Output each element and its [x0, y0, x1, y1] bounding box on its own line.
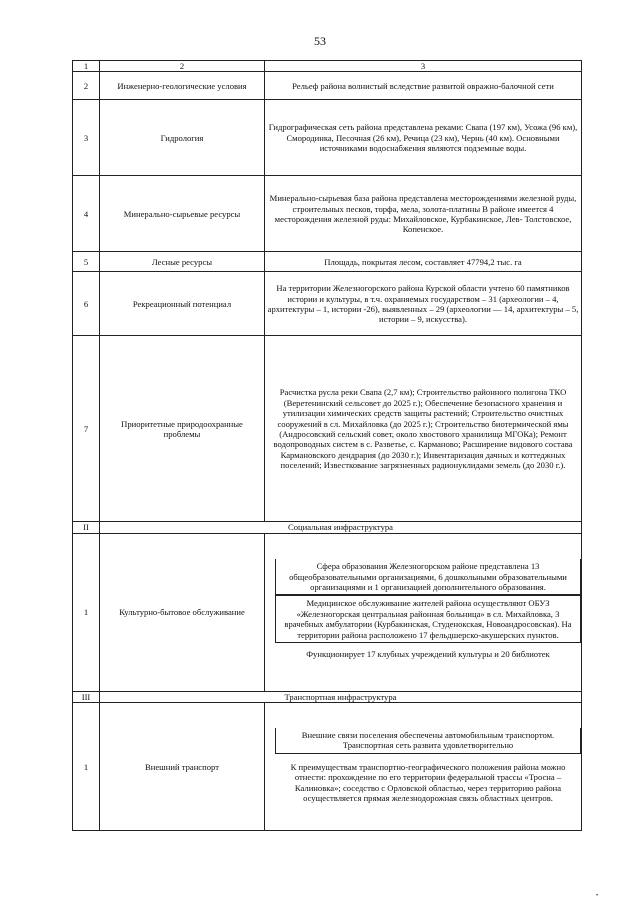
education-info: Сфера образования Железногорском районе представлена 13 общеобразовательными организациями, 6 дошкольными образовательными организациями и 1 организацией дополнительного образования. — [275, 559, 581, 595]
page-number: 53 — [314, 34, 326, 48]
table-row — [73, 72, 582, 100]
row-value-group — [265, 533, 582, 691]
row-number: 1 — [73, 703, 100, 831]
row-number: 3 — [73, 100, 100, 176]
header-col-3: 3 — [265, 61, 582, 72]
row-name: Гидрология — [100, 100, 265, 176]
row-value: Расчистка русла реки Свапа (2,7 км); Строительство районного полигона ТКО (Веретенинский сельсовет до 2025 г.); Обеспечение безопасного хранения и утилизации химических средств защиты растений; Строительство очистных сооружений в сл. Михайловка (до 2025 г.); Строительство биотермической ямы (Андросовский сельский совет, около хвостового хранилища МГОКа); Ремонт водопроводных систем в с. Разветье, с. Карманово; Расширение видового состава Кармановского дендрария (до 2030 г.); Инвентаризация дачных и коттеджных поселений; Известкование загрязненных радионуклидами земель (до 2030 г.). — [265, 336, 582, 522]
row-value: Минерально-сырьевая база района представлена месторождениями железной руды, строительных песков, торфа, мела, золота-платины В районе имеется 4 месторождения железной руды: Михайловское, Курбакинское, Лев- Толстовское, Копенское. — [265, 176, 582, 252]
row-number: 4 — [73, 176, 100, 252]
table-row — [73, 252, 582, 272]
row-name: Лесные ресурсы — [100, 252, 265, 272]
row-value: Гидрографическая сеть района представлена реками: Свапа (197 км), Усожа (96 км), Смородинка, Песочная (26 км), Речица (23 км), Чернь (40 км). Основными источниками водоснабжения являются подземные воды. — [265, 100, 582, 176]
table-row — [73, 176, 582, 252]
row-value-group — [265, 703, 582, 831]
table-row — [73, 272, 582, 336]
table-row — [73, 533, 582, 691]
table-row — [73, 100, 582, 176]
section-row — [73, 522, 582, 533]
table-header-row — [73, 61, 582, 72]
transport-advantages: К преимуществам транспортно-географического положения района можно отнести: прохождение по его территории федеральной трассы «Тросна – Калиновка»; соседство с Орловской областью, через территорию района осуществляется прямая железнодорожная связь областных центров. — [290, 761, 566, 804]
section-number: III — [73, 691, 100, 702]
section-title: Транспортная инфраструктура — [100, 691, 582, 702]
row-name: Инженерно-геологические условия — [100, 72, 265, 100]
row-name: Внешний транспорт — [100, 703, 265, 831]
row-name: Приоритетные природоохранные проблемы — [100, 336, 265, 522]
section-title: Социальная инфраструктура — [100, 522, 582, 533]
culture-info: Функционирует 17 клубных учреждений культуры и 20 библиотек — [306, 649, 550, 660]
row-name: Культурно-бытовое обслуживание — [100, 533, 265, 691]
row-name: Минерально-сырьевые ресурсы — [100, 176, 265, 252]
row-number: 7 — [73, 336, 100, 522]
section-row — [73, 691, 582, 702]
row-value: Рельеф района волнистый вследствие развитой овражно-балочной сети — [265, 72, 582, 100]
medical-info: Медицинское обслуживание жителей района осуществляют ОБУЗ «Железногорская центральная районная больница» в сл. Михайловка, 3 врачебных амбулатории (Курбакинская, Студенокская, Новоандросовская). На территории района расположено 17 фельдшерско-акушерских пунктов. — [275, 595, 581, 643]
row-value: На территории Железногорского района Курской области учтено 60 памятников истории и культуры, в т.ч. охраняемых государством – 31 (археологии – 4, архитектуры – 1, истории -26), выявленных – 29 (археологии — 14, архитектуры – 5, истории – 9, искусства). — [265, 272, 582, 336]
section-number: II — [73, 522, 100, 533]
header-col-1: 1 — [73, 61, 100, 72]
row-number: 2 — [73, 72, 100, 100]
row-number: 6 — [73, 272, 100, 336]
row-name: Рекреационный потенциал — [100, 272, 265, 336]
transport-summary: Внешние связи поселения обеспечены автомобильным транспортом. Транспортная сеть развита удовлетворительно — [275, 728, 581, 754]
row-number: 1 — [73, 533, 100, 691]
header-col-2: 2 — [100, 61, 265, 72]
row-value: Площадь, покрытая лесом, составляет 47794,2 тыс. га — [265, 252, 582, 272]
data-table — [72, 60, 582, 831]
table-row — [73, 703, 582, 831]
row-number: 5 — [73, 252, 100, 272]
scan-mark: • — [596, 893, 599, 899]
table-row — [73, 336, 582, 522]
